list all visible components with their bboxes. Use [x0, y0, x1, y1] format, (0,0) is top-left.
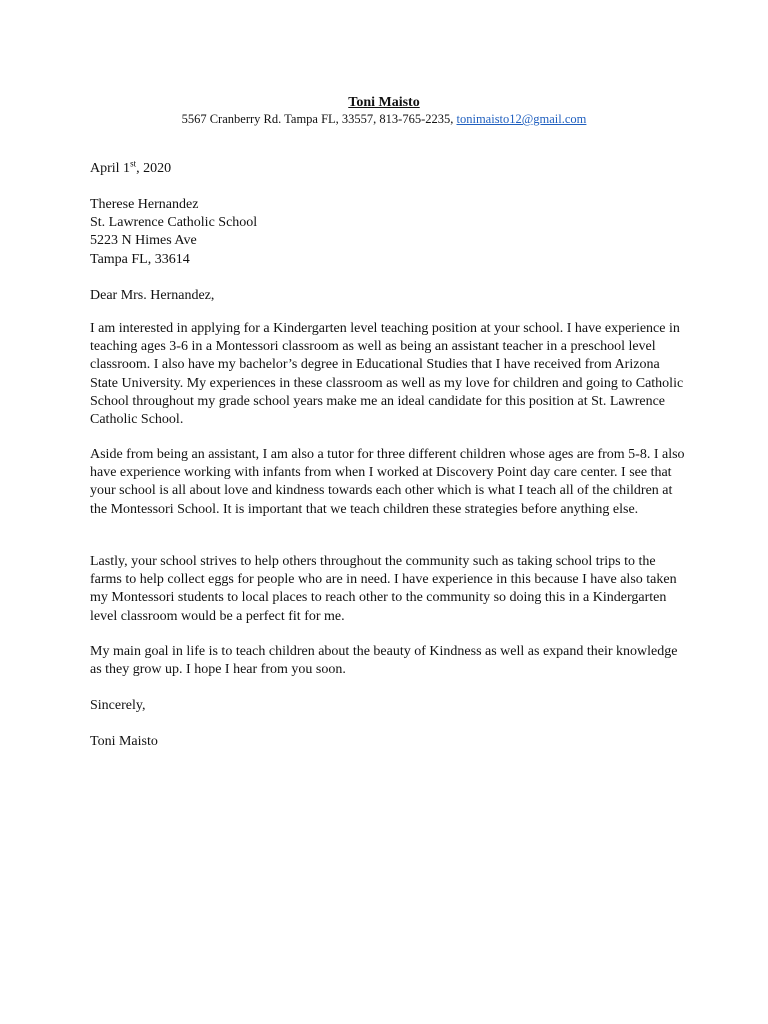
- recipient-name: Therese Hernandez: [90, 197, 199, 212]
- paragraph-1: I am interested in applying for a Kindergarten level teaching position at your school. I have experience in teaching ages 3-6 in a Montessori classroom as well as being an assistant teacher in a preschool level classroom. I also have my bachelor’s degree in Educational Studies that I have received from Arizona State University. My experiences in these classroom as well as my love for children and going to Catholic School throughout my grade school years make me an ideal candidate for this position at St. Lawrence Catholic School.: [90, 321, 684, 428]
- sender-name: Toni Maisto: [348, 95, 420, 110]
- date-ordinal: st: [130, 158, 137, 169]
- closing: Sincerely,: [90, 698, 146, 713]
- letter-date: [90, 160, 690, 178]
- paragraph-3: Lastly, your school strives to help others throughout the community such as taking school trips to the farms to help collect eggs for people who are in need. I have experience in this because I have also taken my Montessori students to local places to reach other to the community so doing this in a Kindergarten level classroom would be a perfect fit for me.: [90, 554, 677, 624]
- paragraph-2: Aside from being an assistant, I am also a tutor for three different children whose ages are from 5-8. I also have experience working with infants from when I worked at Discovery Point day care center. I see that your school is all about love and kindness towards each other which is what I teach all of the children at the Montessori School. It is important that we teach children these strategies before anything else.: [90, 447, 685, 517]
- sender-email-link[interactable]: tonimaisto12@gmail.com: [456, 112, 587, 126]
- sender-address-phone: 5567 Cranberry Rd. Tampa FL, 33557, 813-765-2235,: [181, 112, 457, 126]
- sender-contact: [0, 111, 768, 127]
- signature-name: Toni Maisto: [90, 734, 158, 749]
- paragraph-4: My main goal in life is to teach children about the beauty of Kindness as well as expand their knowledge as they grow up. I hope I hear from you soon.: [90, 644, 678, 678]
- salutation: Dear Mrs. Hernandez,: [90, 288, 215, 303]
- recipient-block: [90, 196, 690, 269]
- recipient-street: 5223 N Himes Ave: [90, 233, 197, 249]
- date-year: , 2020: [136, 161, 172, 176]
- recipient-school: St. Lawrence Catholic School: [90, 215, 258, 231]
- recipient-city: Tampa FL, 33614: [90, 251, 190, 267]
- date-month-day: April 1: [90, 161, 131, 176]
